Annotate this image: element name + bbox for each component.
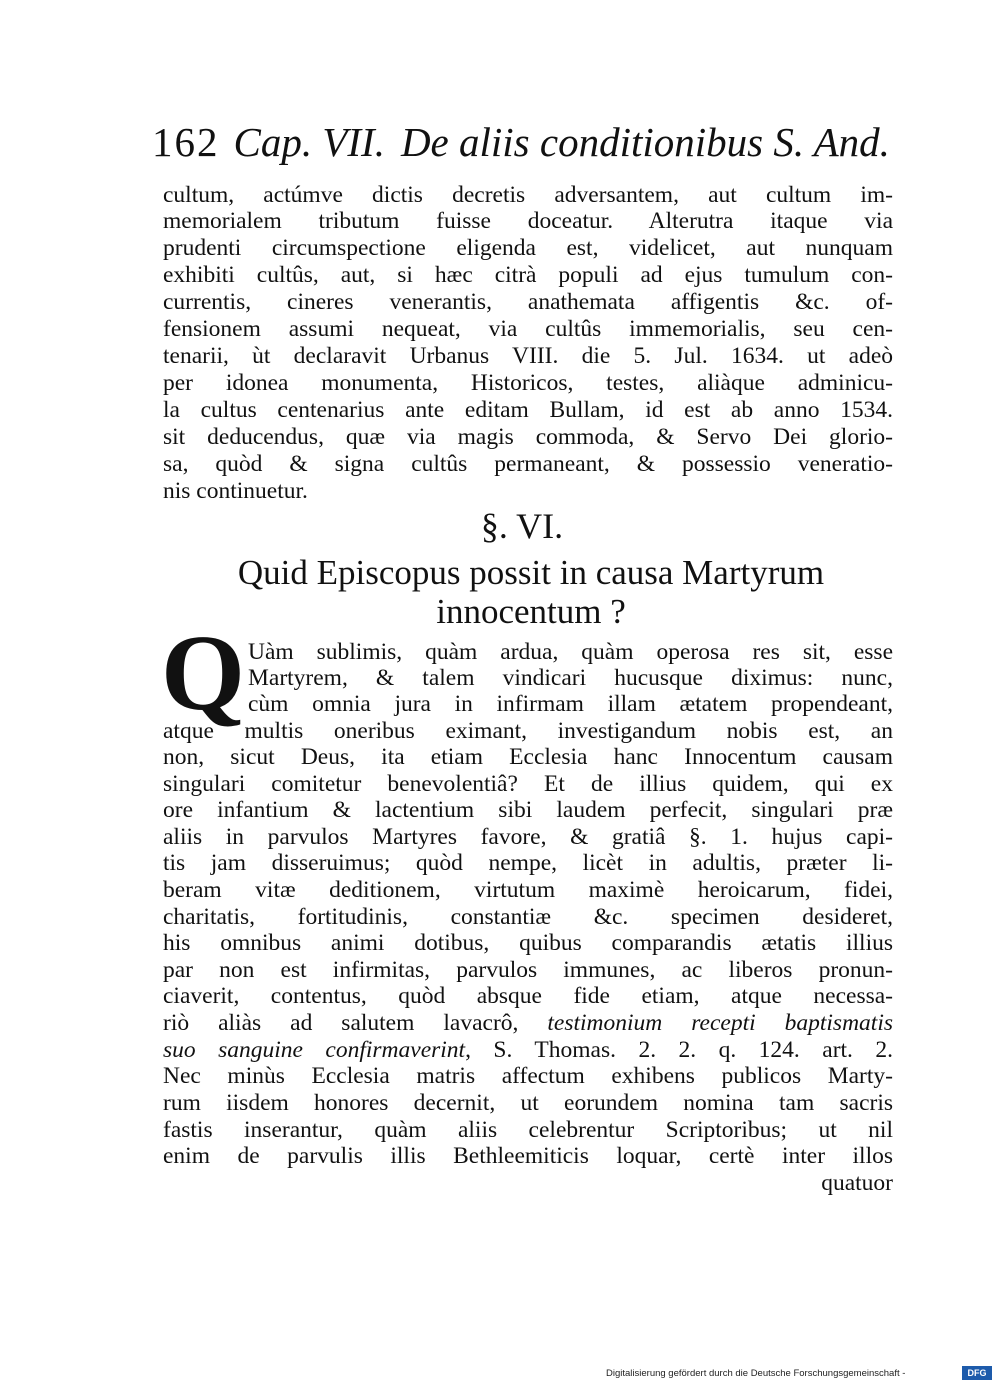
text-line: sit deducendus, quæ via magis commoda, & Servo Dei glorio- [163, 424, 893, 450]
section-number: §. VI. [480, 506, 564, 546]
text-line: non, sicut Deus, ita etiam Ecclesia hanc Innocentum causam [163, 744, 893, 770]
text-line: fensionem assumi nequeat, via cultûs immemorialis, seu cen- [163, 316, 893, 342]
text-line: memorialem tributum fuisse doceatur. Alterutra itaque via [163, 208, 893, 234]
text-line: la cultus centenarius ante editam Bullam, id est ab anno 1534. [163, 397, 893, 423]
text-line: Nec minùs Ecclesia matris affectum exhibens publicos Marty- [163, 1063, 893, 1089]
text-line [163, 1010, 893, 1037]
text-line: prudenti circumspectione eligenda est, videlicet, aut nunquam [163, 235, 893, 261]
text-line: charitatis, fortitudinis, constantiæ &c. specimen desideret, [163, 904, 893, 930]
header-title: De aliis conditionibus S. And. [400, 119, 890, 165]
text-line: nis continuetur. [163, 478, 308, 504]
text-line: beram vitæ deditionem, virtutum maximè heroicarum, fidei, [163, 877, 893, 903]
text-line [163, 1037, 893, 1064]
text-line: ore infantium & lactentium sibi laudem perfecit, singulari præ [163, 797, 893, 823]
dfg-logo: DFG [962, 1366, 992, 1380]
chapter-label: Cap. VII. [233, 119, 385, 165]
text-line: fastis inserantur, quàm aliis celebrentur Scriptoribus; ut nil [163, 1117, 893, 1143]
italic-text: testimonium recepti baptismatis [547, 1010, 893, 1036]
running-header [152, 118, 892, 168]
citation: , S. Thomas. 2. 2. q. 124. art. 2. [465, 1037, 894, 1063]
section-title: Quid Episcopus possit in causa Martyrum [237, 553, 825, 592]
text-segment: riò aliàs ad salutem lavacrô, [163, 1010, 519, 1036]
digitization-note: Digitalisierung gefördert durch die Deutsche Forschungsgemeinschaft - [606, 1368, 906, 1379]
section-title-continued: innocentum ? [436, 592, 626, 631]
text-line: his omnibus animi dotibus, quibus comparandis ætatis illius [163, 930, 893, 956]
text-line: currentis, cineres venerantis, anathemata affigentis &c. of- [163, 289, 893, 315]
text-line: ciaverit, contentus, quòd absque fide etiam, atque necessa- [163, 983, 893, 1009]
italic-text: suo sanguine confirmaverint [163, 1037, 466, 1063]
text-line: enim de parvulis illis Bethleemiticis loquar, certè inter illos [163, 1143, 893, 1169]
page-number: 162 [152, 119, 220, 165]
text-line: rum iisdem honores decernit, ut eorundem nomina tam sacris [163, 1090, 893, 1116]
text-line: sa, quòd & signa cultûs permaneant, & possessio veneratio- [163, 451, 893, 477]
catchword: quatuor [821, 1170, 893, 1196]
text-line: tis jam disseruimus; quòd nempe, licèt in adultis, præter li- [163, 850, 893, 876]
text-line: aliis in parvulos Martyres favore, & gratiâ §. 1. hujus capi- [163, 824, 893, 850]
text-line: Uàm sublimis, quàm ardua, quàm operosa res sit, esse [248, 639, 893, 665]
text-line: singulari comitetur benevolentiâ? Et de illius quidem, qui ex [163, 771, 893, 797]
text-line: tenarii, ùt declaravit Urbanus VIII. die 5. Jul. 1634. ut adeò [163, 343, 893, 369]
drop-cap: Q [160, 614, 245, 733]
text-line: par non est infirmitas, parvulos immunes, ac liberos pronun- [163, 957, 893, 983]
text-line: Martyrem, & talem vindicari hucusque diximus: nunc, [248, 665, 893, 691]
text-line: per idonea monumenta, Historicos, testes, aliàque adminicu- [163, 370, 893, 396]
text-line: cultum, actúmve dictis decretis adversantem, aut cultum im- [163, 182, 893, 208]
text-line: cùm omnia jura in infirmam illam ætatem propendeant, [248, 691, 893, 717]
text-line: atque multis oneribus eximant, investigandum nobis est, an [163, 718, 893, 744]
text-line: exhibiti cultûs, aut, si hæc citrà populi ad ejus tumulum con- [163, 262, 893, 288]
